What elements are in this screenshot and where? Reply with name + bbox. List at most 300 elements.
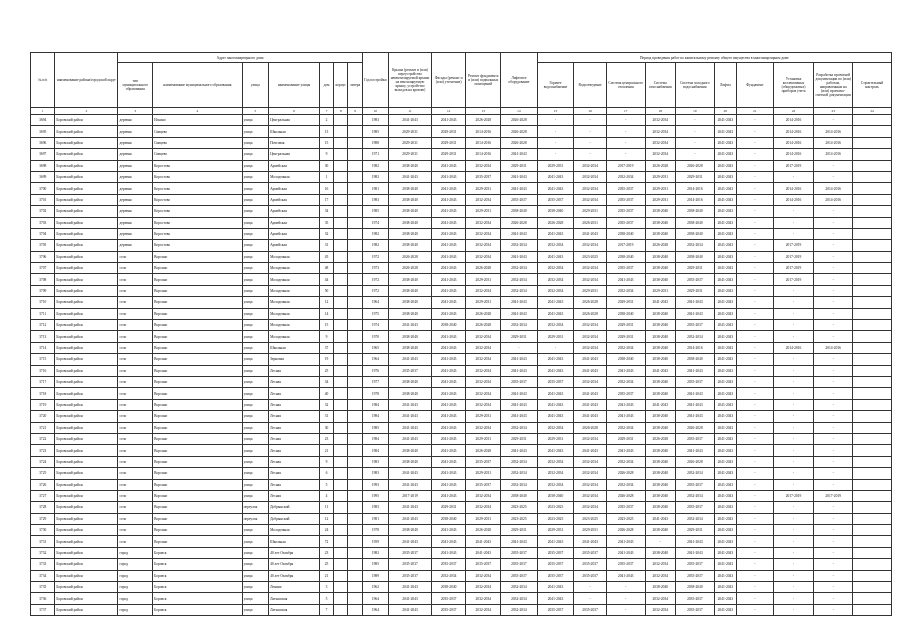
table-cell: 2035-2037 — [389, 570, 432, 581]
table-cell: 2032-2034 — [466, 228, 501, 239]
table-cell: 2029-2031 — [466, 297, 501, 308]
table-cell: - — [676, 115, 715, 126]
table-cell: 2041-2043 — [537, 582, 574, 593]
table-cell — [348, 376, 362, 387]
table-cell: - — [814, 263, 853, 274]
table-cell: - — [737, 331, 774, 342]
column-header: Установка коллективных (общедомовых) приборов учета — [773, 63, 814, 108]
table-cell: 1984 — [362, 445, 388, 456]
table-cell: 2029-2031 — [574, 525, 607, 536]
table-cell: 2041-2043 — [676, 547, 715, 558]
table-cell: 2029-2031 — [501, 525, 538, 536]
table-cell: 2023-2025 — [537, 513, 574, 524]
table-cell: 2017-2019 — [773, 274, 814, 285]
table-cell: 2014-2016 — [814, 149, 853, 160]
table-cell: 2041-2043 — [574, 228, 607, 239]
table-cell — [853, 445, 892, 456]
table-cell: улица — [242, 297, 268, 308]
table-cell: 2032-2034 — [537, 320, 574, 331]
table-cell: 2038-2040 — [676, 217, 715, 228]
table-cell: - — [737, 297, 774, 308]
table-cell: село — [118, 445, 153, 456]
table-cell: Лесная — [269, 388, 320, 399]
table-cell: улица — [242, 308, 268, 319]
table-cell: 2041-2043 — [389, 411, 432, 422]
table-row — [31, 399, 892, 410]
table-cell: 2026-2028 — [574, 308, 607, 319]
table-cell: село — [118, 468, 153, 479]
table-cell: - — [737, 285, 774, 296]
table-cell: 2041-2043 — [501, 354, 538, 365]
table-cell — [348, 525, 362, 536]
table-cell: 2035-2037 — [606, 206, 645, 217]
table-cell: 12 — [319, 513, 333, 524]
table-cell: Лесная — [269, 365, 320, 376]
table-cell — [334, 126, 348, 137]
table-cell: Молодежная — [269, 251, 320, 262]
table-cell: 2041-2043 — [431, 194, 466, 205]
table-cell: 2035-2037 — [389, 547, 432, 558]
table-cell: 2041-2043 — [501, 445, 538, 456]
table-cell: 3710 — [31, 297, 55, 308]
table-cell: 2041-2043 — [714, 194, 736, 205]
table-cell: - — [814, 502, 853, 513]
table-cell: 2041-2043 — [431, 228, 466, 239]
table-cell: 2017-2019 — [773, 490, 814, 501]
table-cell: 2041-2043 — [537, 365, 574, 376]
table-cell: 34 — [319, 206, 333, 217]
column-header: корпус — [334, 63, 348, 108]
table-cell: 2017-2019 — [814, 490, 853, 501]
table-cell: 1973 — [362, 263, 388, 274]
table-cell: 2029-2031 — [645, 171, 676, 182]
table-cell: село — [118, 536, 153, 547]
table-cell: 2038-2040 — [645, 468, 676, 479]
table-cell — [334, 137, 348, 148]
column-number: 22 — [773, 108, 814, 115]
table-cell: 2035-2037 — [676, 479, 715, 490]
table-cell: 2032-2034 — [466, 251, 501, 262]
table-cell — [853, 536, 892, 547]
table-cell: 2041-2043 — [431, 411, 466, 422]
table-cell: Ворсино — [153, 297, 243, 308]
table-cell: 2029-2031 — [645, 285, 676, 296]
table-cell — [853, 422, 892, 433]
table-cell: 2023-2025 — [574, 251, 607, 262]
table-cell: Боровск — [153, 559, 243, 570]
table-row — [31, 240, 892, 251]
table-cell: 1 — [319, 171, 333, 182]
table-cell: 21 — [319, 445, 333, 456]
table-row — [31, 297, 892, 308]
table-cell: 2029-2031 — [501, 433, 538, 444]
table-row — [31, 433, 892, 444]
table-cell: - — [814, 365, 853, 376]
table-cell: 2041-2043 — [431, 433, 466, 444]
table-cell: 2041-2043 — [574, 445, 607, 456]
table-cell: - — [676, 149, 715, 160]
table-cell: 2038-2040 — [645, 320, 676, 331]
table-cell: 2041-2043 — [714, 308, 736, 319]
table-cell: 2038-2040 — [606, 228, 645, 239]
table-cell: Ворсино — [153, 320, 243, 331]
table-cell: - — [737, 411, 774, 422]
column-number: 9 — [348, 108, 362, 115]
table-cell: - — [773, 433, 814, 444]
table-cell: 2038-2040 — [606, 251, 645, 262]
table-cell: улица — [242, 547, 268, 558]
table-cell — [334, 502, 348, 513]
table-cell: 1983 — [362, 468, 388, 479]
table-cell: 2032-2034 — [574, 274, 607, 285]
table-cell: Боровский район — [55, 240, 118, 251]
table-cell: 44 — [319, 274, 333, 285]
table-cell: 2032-2034 — [466, 502, 501, 513]
table-cell: 2041-2043 — [501, 388, 538, 399]
table-cell: Боровский район — [55, 468, 118, 479]
table-cell: Молодежная — [269, 525, 320, 536]
table-cell — [853, 194, 892, 205]
table-cell: 2032-2034 — [466, 285, 501, 296]
table-cell — [334, 115, 348, 126]
table-cell: 2041-2043 — [714, 399, 736, 410]
table-cell: Коростово — [153, 194, 243, 205]
table-cell: 2029-2031 — [466, 513, 501, 524]
table-cell — [853, 490, 892, 501]
table-cell: село — [118, 297, 153, 308]
table-cell: 2038-2040 — [389, 160, 432, 171]
table-body — [31, 108, 892, 616]
table-cell — [853, 411, 892, 422]
table-cell — [348, 320, 362, 331]
table-cell: 2032-2034 — [606, 456, 645, 467]
table-row — [31, 559, 892, 570]
table-cell — [348, 342, 362, 353]
table-cell: 2041-2043 — [574, 388, 607, 399]
table-cell — [348, 331, 362, 342]
table-cell: 2035-2037 — [431, 559, 466, 570]
table-cell: 2041-2043 — [389, 479, 432, 490]
table-cell: 2032-2034 — [501, 422, 538, 433]
table-cell: улица — [242, 137, 268, 148]
table-cell: улица — [242, 399, 268, 410]
table-cell: 12 — [319, 297, 333, 308]
table-cell: деревня — [118, 137, 153, 148]
table-cell: 3735 — [31, 582, 55, 593]
table-cell: 2032-2034 — [466, 376, 501, 387]
table-cell: 2041-2043 — [537, 251, 574, 262]
table-cell — [334, 525, 348, 536]
table-cell — [853, 376, 892, 387]
table-cell: 2041-2043 — [389, 604, 432, 615]
table-cell: Боровский район — [55, 365, 118, 376]
column-header: Горячее водоснабжение — [537, 63, 574, 108]
table-cell — [853, 456, 892, 467]
table-cell: 1959 — [362, 536, 388, 547]
table-row — [31, 593, 892, 604]
table-cell: 2038-2040 — [676, 206, 715, 217]
table-cell: 9 — [319, 149, 333, 160]
column-number: 12 — [431, 108, 466, 115]
table-cell: 3719 — [31, 399, 55, 410]
table-cell: 2041-2043 — [431, 160, 466, 171]
table-cell: 2041-2043 — [714, 570, 736, 581]
table-cell: 2041-2043 — [714, 320, 736, 331]
table-cell: 2041-2043 — [714, 206, 736, 217]
table-cell: - — [773, 206, 814, 217]
table-cell: 2041-2043 — [606, 274, 645, 285]
table-cell: - — [676, 126, 715, 137]
table-cell — [334, 468, 348, 479]
table-cell: 2023-2025 — [501, 502, 538, 513]
table-cell — [334, 354, 348, 365]
table-cell — [853, 228, 892, 239]
table-row — [31, 570, 892, 581]
table-cell: улица — [242, 274, 268, 285]
table-cell: 2041-2043 — [431, 422, 466, 433]
table-cell: 3707 — [31, 263, 55, 274]
table-cell: 2041-2043 — [676, 536, 715, 547]
table-cell: село — [118, 456, 153, 467]
table-cell: 2026-2028 — [466, 308, 501, 319]
table-cell — [853, 297, 892, 308]
column-header: дом — [319, 63, 333, 108]
table-cell: 35 — [319, 217, 333, 228]
table-row — [31, 160, 892, 171]
table-cell: село — [118, 479, 153, 490]
table-cell: 3717 — [31, 376, 55, 387]
table-cell: 2035-2037 — [574, 570, 607, 581]
table-cell: 2041-2043 — [501, 536, 538, 547]
table-cell: Ворсино — [153, 468, 243, 479]
table-cell: - — [574, 593, 607, 604]
table-cell: село — [118, 388, 153, 399]
table-cell: 2038-2040 — [389, 445, 432, 456]
table-cell: 2035-2037 — [466, 456, 501, 467]
table-cell — [334, 399, 348, 410]
table-cell: 2041-2043 — [676, 445, 715, 456]
table-cell: город — [118, 593, 153, 604]
table-cell: 5 — [319, 479, 333, 490]
table-cell: 2026-2028 — [645, 433, 676, 444]
table-cell: - — [737, 536, 774, 547]
table-cell: 2041-2043 — [676, 365, 715, 376]
table-cell: Боровский район — [55, 274, 118, 285]
table-cell: Боровский район — [55, 399, 118, 410]
table-cell: 2035-2037 — [537, 559, 574, 570]
table-cell: 2041-2043 — [431, 217, 466, 228]
table-cell: 2035-2037 — [606, 502, 645, 513]
table-cell: 2041-2043 — [714, 445, 736, 456]
table-cell: 2029-2031 — [574, 206, 607, 217]
table-cell: Молодежная — [269, 274, 320, 285]
table-cell: 2032-2034 — [466, 342, 501, 353]
column-header: Год постройки — [362, 53, 388, 108]
table-cell: 2017-2019 — [773, 160, 814, 171]
table-cell: 2014-2016 — [773, 194, 814, 205]
table-cell: село — [118, 422, 153, 433]
table-cell: деревня — [118, 183, 153, 194]
table-cell — [853, 479, 892, 490]
table-cell — [348, 513, 362, 524]
table-cell — [853, 149, 892, 160]
column-header: улица — [242, 63, 268, 108]
table-cell: - — [773, 308, 814, 319]
table-cell: 2041-2043 — [501, 251, 538, 262]
table-cell: 4 — [319, 490, 333, 501]
table-cell: 1972 — [362, 285, 388, 296]
table-cell: 2035-2037 — [466, 479, 501, 490]
table-cell: 2041-2043 — [606, 365, 645, 376]
table-row — [31, 582, 892, 593]
table-cell: 2041-2043 — [389, 582, 432, 593]
table-cell: 1982 — [362, 228, 388, 239]
table-cell — [853, 513, 892, 524]
table-cell: 3715 — [31, 354, 55, 365]
table-cell: - — [814, 354, 853, 365]
table-cell: - — [606, 604, 645, 615]
table-cell: 1978 — [362, 525, 388, 536]
table-cell: - — [737, 559, 774, 570]
table-cell: улица — [242, 456, 268, 467]
table-cell: 1993 — [362, 479, 388, 490]
table-cell: село — [118, 490, 153, 501]
table-cell: улица — [242, 160, 268, 171]
table-cell — [348, 593, 362, 604]
table-cell: - — [773, 376, 814, 387]
table-cell: улица — [242, 411, 268, 422]
table-cell: 2032-2034 — [466, 388, 501, 399]
column-number: 6 — [269, 108, 320, 115]
table-cell: село — [118, 274, 153, 285]
table-cell: 1982 — [362, 240, 388, 251]
document-sheet — [30, 52, 892, 616]
table-cell: - — [773, 513, 814, 524]
table-cell: - — [676, 137, 715, 148]
table-cell: 2032-2034 — [574, 320, 607, 331]
table-cell: Лесная — [269, 468, 320, 479]
table-cell: - — [814, 171, 853, 182]
table-cell: - — [773, 354, 814, 365]
column-number: 17 — [606, 108, 645, 115]
table-cell: 30 — [319, 160, 333, 171]
table-cell: Лесная — [269, 399, 320, 410]
table-cell: 2035-2037 — [676, 433, 715, 444]
table-cell: 2041-2043 — [714, 490, 736, 501]
table-cell: Лесная — [269, 456, 320, 467]
table-cell: 1985 — [362, 559, 388, 570]
table-cell — [334, 547, 348, 558]
table-cell: 2026-2028 — [466, 525, 501, 536]
table-cell: - — [773, 547, 814, 558]
table-cell: - — [737, 149, 774, 160]
table-cell: 2032-2034 — [574, 376, 607, 387]
table-cell: 2029-2031 — [606, 433, 645, 444]
table-cell — [334, 171, 348, 182]
table-cell: 2041-2043 — [714, 217, 736, 228]
table-cell — [348, 365, 362, 376]
table-cell: 2041-2043 — [645, 297, 676, 308]
table-row — [31, 308, 892, 319]
table-cell: 2014-2016 — [814, 126, 853, 137]
table-cell: Ворсино — [153, 536, 243, 547]
table-cell: - — [737, 547, 774, 558]
table-cell: - — [537, 149, 574, 160]
table-cell: 2041-2043 — [714, 433, 736, 444]
table-cell: 2041-2043 — [501, 183, 538, 194]
table-cell: - — [773, 422, 814, 433]
table-cell: деревня — [118, 194, 153, 205]
table-cell: 2026-2028 — [606, 525, 645, 536]
table-row — [31, 263, 892, 274]
table-cell: 2041-2043 — [431, 342, 466, 353]
table-cell: 2038-2040 — [389, 388, 432, 399]
table-cell: 2041-2043 — [431, 376, 466, 387]
table-cell: 2029-2031 — [676, 285, 715, 296]
table-cell: 2026-2031 — [574, 217, 607, 228]
table-cell: 2032-2034 — [574, 456, 607, 467]
table-cell: 2035-2037 — [501, 570, 538, 581]
table-cell: 31 — [319, 240, 333, 251]
table-cell: 23 — [319, 433, 333, 444]
table-cell: улица — [242, 445, 268, 456]
table-cell: 3704 — [31, 228, 55, 239]
table-cell: - — [773, 297, 814, 308]
table-cell: 3720 — [31, 411, 55, 422]
table-cell: 2029-2031 — [676, 263, 715, 274]
table-cell: 2014-2016 — [773, 342, 814, 353]
table-cell: 3733 — [31, 559, 55, 570]
table-cell — [348, 126, 362, 137]
table-cell: 2032-2034 — [537, 479, 574, 490]
table-cell — [348, 263, 362, 274]
table-cell: Лесная — [269, 376, 320, 387]
table-cell: 2032-2034 — [574, 240, 607, 251]
column-header: наименование района/городской округ — [55, 53, 118, 108]
column-header: Разработка проектной документации по (или) работам, направленным на (или) проектно-сметной документации — [814, 63, 853, 108]
table-cell: 2041-2043 — [537, 536, 574, 547]
column-number: 24 — [853, 108, 892, 115]
group-header-row — [31, 53, 892, 63]
table-cell: 2038-2040 — [645, 376, 676, 387]
table-cell: 2026-2028 — [574, 422, 607, 433]
table-cell: 2032-2034 — [501, 274, 538, 285]
table-cell: 11 — [319, 502, 333, 513]
table-cell: переулок — [242, 502, 268, 513]
table-cell — [334, 160, 348, 171]
table-cell: Молодежная — [269, 308, 320, 319]
table-cell: Боровский район — [55, 137, 118, 148]
table-cell — [853, 263, 892, 274]
works-group-header: Период проведения работ по капитальному ремонту общего имущества в многоквартирном доме — [537, 53, 891, 63]
table-cell: 2041-2043 — [389, 399, 432, 410]
table-cell: 2041-2043 — [431, 525, 466, 536]
table-row — [31, 115, 892, 126]
table-cell — [334, 490, 348, 501]
table-cell: 2038-2040 — [676, 582, 715, 593]
table-cell: 2041-2043 — [714, 502, 736, 513]
table-cell: - — [574, 582, 607, 593]
table-cell: улица — [242, 365, 268, 376]
table-cell: 1985 — [362, 422, 388, 433]
table-row — [31, 525, 892, 536]
table-row — [31, 479, 892, 490]
table-cell: 3714 — [31, 342, 55, 353]
table-cell — [348, 388, 362, 399]
table-cell: 2041-2043 — [714, 251, 736, 262]
table-cell: 2017-2019 — [773, 240, 814, 251]
table-row — [31, 536, 892, 547]
